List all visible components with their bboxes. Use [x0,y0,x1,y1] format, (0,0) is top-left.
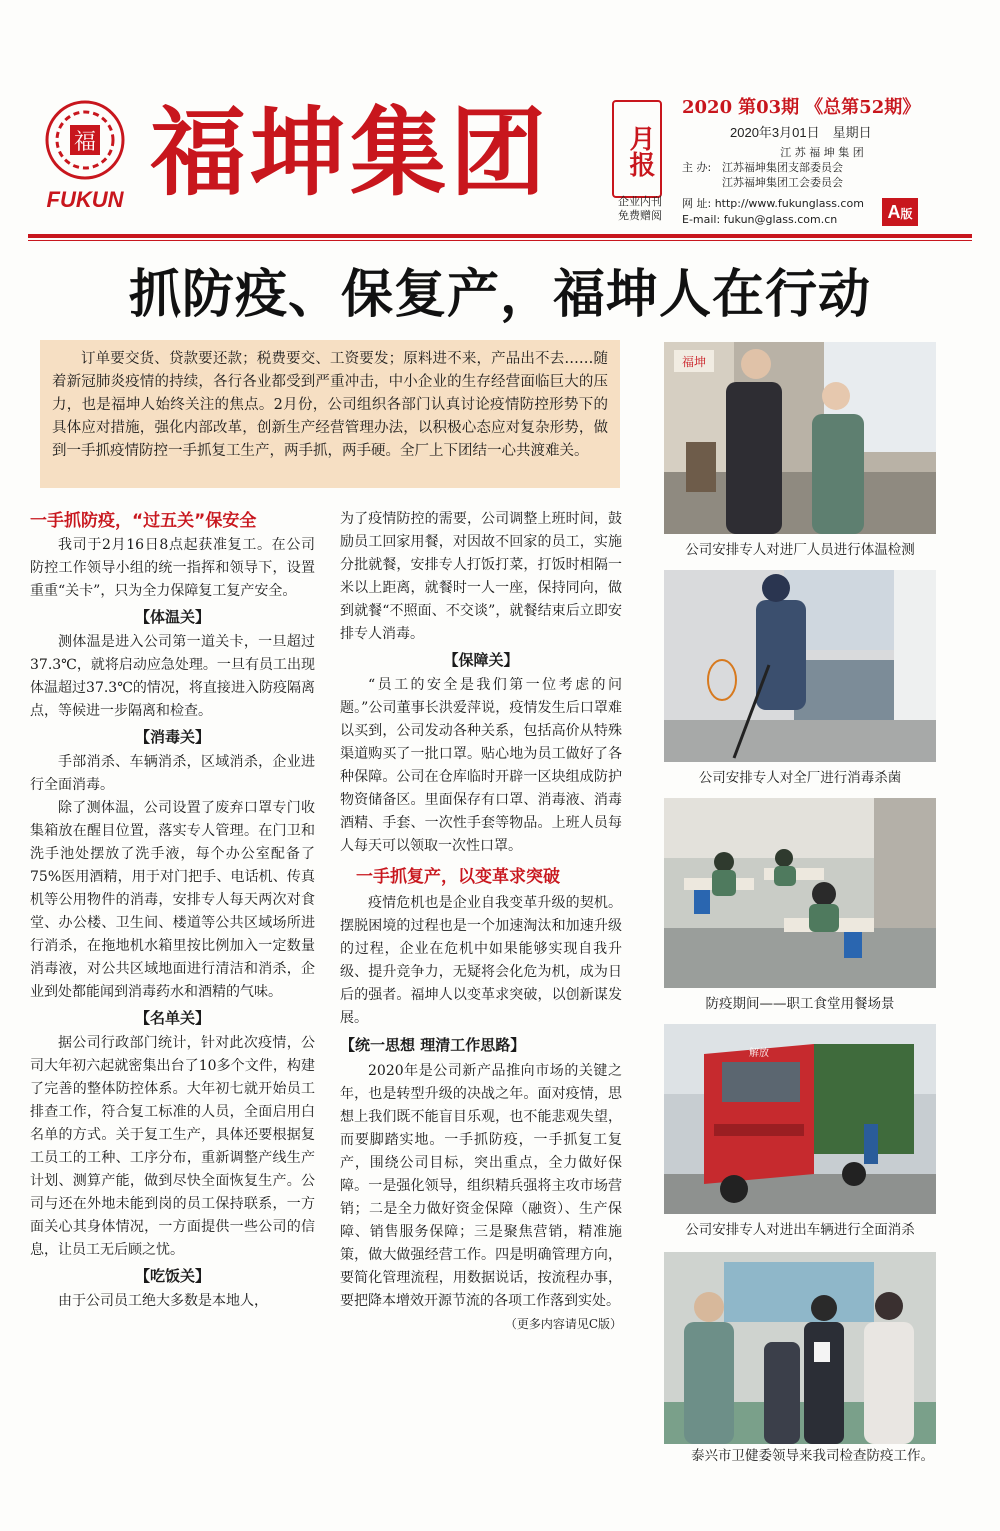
photo-caption: 公司安排专人对全厂进行消毒杀菌 [698,770,902,786]
subheading: 【消毒关】 [134,728,210,746]
contact-block [682,196,882,228]
edition-badge [882,198,918,226]
photo-vehicle-disinfection [664,1024,936,1214]
total-issue: 《总第52期》 [805,97,921,118]
monthly-label: 月报 [612,100,662,198]
host-block [682,145,922,193]
subheading: 【体温关】 [134,608,210,626]
wall-logo-text: 福坤 [681,355,707,369]
photo-inspection [664,1252,936,1444]
host-line: 江 苏 福 坤 集 团 [780,146,864,159]
masthead-rule-thin [28,240,972,241]
company-logo [30,95,140,215]
lead-paragraph: 订单要交货、贷款要还款；税费要交、工资要发；原料进不来，产品出不去……随着新冠肺炎疫情的持续，各行各业都受到严重冲击，中小企业的生存经营面临巨大的压力，也是福坤人始终关注的焦点。2月份，公司组织各部门认真讨论疫情防控形势下的具体应对措施，强化内部改革，创新生产经营管理办法，以积极心态应对复杂形势，做到一手抓疫情防控一手抓复工生产，两手抓，两手硬。全厂上下团结一心共渡难关。 [40,340,620,488]
paragraph: “员工的安全是我们第一位考虑的问题。”公司董事长洪爱萍说，疫情发生后口罩难以买到，公司发动各种关系，包括高价从特殊渠道购买了一批口罩。贴心地为员工做好了各种保障。公司在仓库临时开辟一区块组成防护物资储备区。里面保存有口罩、消毒液、消毒酒精、手套、一次性手套等物品。上班人员每人每天可以领取一次性口罩。 [340,677,622,854]
paragraph: 我司于2月16日8点起获准复工。在公司防控工作领导小组的统一指挥和领导下，设置重重“关卡”，只为全力保障复工复产安全。 [30,537,315,599]
photo-caption: 防疫期间——职工食堂用餐场景 [705,996,895,1012]
photo-temperature-check [664,342,936,534]
issue-line [682,93,926,119]
logo-glyph: 福 [73,130,97,155]
paragraph: 疫情危机也是企业自我变革升级的契机。摆脱困境的过程也是一个加速淘汰和加速升级的过程，企业在危机中如果能够实现自我升级、提升竞争力，无疑将会化危为机，成为日后的强者。福坤人以变革求突破，以创新谋发展。 [340,895,622,1026]
email-text[interactable]: E-mail: fukun@glass.com.cn [682,213,838,226]
photo-caption: 公司安排专人对进出车辆进行全面消杀 [685,1222,915,1238]
photo-caption: 泰兴市卫健委领导来我司检查防疫工作。 [691,1448,934,1464]
paragraph: 据公司行政部门统计，针对此次疫情，公司大年初六起就密集出台了10多个文件，构建了完善的整体防控体系。大年初七就开始员工排查工作，符合复工标准的人员，全面启用白名单的方式。关于复工生产，具体还要根据复工员工的工种、工序分布，重新调整产线生产计划、测算产能，做到尽快全面恢复生产。公司与还在外地未能到岗的员工保持联系，一方面关心其身体情况，一方面提供一些公司的信息，让员工无后顾之忧。 [30,1035,315,1258]
section-heading: 一手抓防疫，“过五关”保安全 [30,511,257,531]
page-headline: 抓防疫、保复产，福坤人在行动 [128,265,871,325]
paragraph: 为了疫情防控的需要，公司调整上班时间，鼓励员工回家用餐，对因故不回家的员工，实施分批就餐，安排专人打饭打菜，打饭时相隔一米以上距离，就餐时一人一座，保持同向，做到就餐“不照面、不交谈”，就餐结束后立即安排专人消毒。 [340,511,622,642]
paragraph: 手部消杀、车辆消杀，区域消杀，企业进行全面消毒。 [30,754,315,793]
host-label: 主 办: [682,161,712,174]
section-heading: 一手抓复产，以变革求突破 [356,867,560,887]
article-column-2 [340,508,622,1336]
issue-number: 第03期 [738,97,800,118]
photo-disinfection [664,570,936,762]
internal-note-line: 企业内刊 [618,196,662,208]
internal-note [605,195,675,223]
subheading: 【保障关】 [443,651,519,669]
paragraph: 除了测体温，公司设置了废弃口罩专门收集箱放在醒目位置，落实专人管理。在门卫和洗手池处摆放了洗手液，每个办公室配备了75%医用酒精，用于对门把手、电话机、传真机等公用物件的消毒，安排专人每天两次对食堂、办公楼、卫生间、楼道等公共区域场所进行消杀，在拖地机水箱里按比例加入一定数量消毒液，对公共区域地面进行清洁和消杀，企业到处都能闻到消毒药水和酒精的气味。 [30,800,315,1000]
subheading: 【名单关】 [134,1009,210,1027]
host-line: 江苏福坤集团工会委员会 [722,176,843,189]
paragraph: 2020年是公司新产品推向市场的关键之年，也是转型升级的决战之年。面对疫情，思想上我们既不能盲目乐观，也不能悲观失望，而要脚踏实地。一手抓防疫，一手抓复工复产，围绕公司目标，突出重点，全力做好保障。一是强化领导，组织精兵强将主攻市场营销；二是全力做好资金保障（融资）、生产保障、销售服务保障；三是聚焦营销，精准施策，做大做强经营工作。四是明确管理方向，要简化管理流程，用数据说话，按流程办事，要把降本增效开源节流的各项工作落到实处。 [340,1063,622,1309]
paragraph: 由于公司员工绝大多数是本地人， [58,1293,268,1309]
internal-note-line: 免费赠阅 [618,210,662,222]
paragraph: 测体温是进入公司第一道关卡，一旦超过37.3℃，就将启动应急处理。一旦有员工出现体温超过37.3℃的情况，将直接进入防疫隔离点，等候进一步隔离和检查。 [30,634,315,719]
photo-caption: 公司安排专人对进厂人员进行体温检测 [685,542,915,558]
host-line: 江苏福坤集团支部委员会 [722,161,843,174]
logo-wordmark: FUKUN [46,187,124,212]
website-text[interactable]: 网 址: http://www.fukunglass.com [682,197,864,210]
issue-date: 2020年3月01日 星期日 [730,125,872,140]
subheading: 【吃饭关】 [134,1267,210,1285]
edition-letter: A [887,202,901,222]
masthead-rule [28,234,972,238]
article-column-1 [30,508,315,1313]
edition-suffix: 版 [900,207,913,221]
photo-canteen [664,798,936,988]
brand-name: 福坤集团 [150,96,550,209]
truck-logo-text: 解放 [749,1048,769,1059]
issue-year: 2020 [682,97,733,118]
subheading: 【统一思想 理清工作思路】 [340,1036,526,1054]
continued-note: （更多内容请见C版） [504,1317,622,1331]
